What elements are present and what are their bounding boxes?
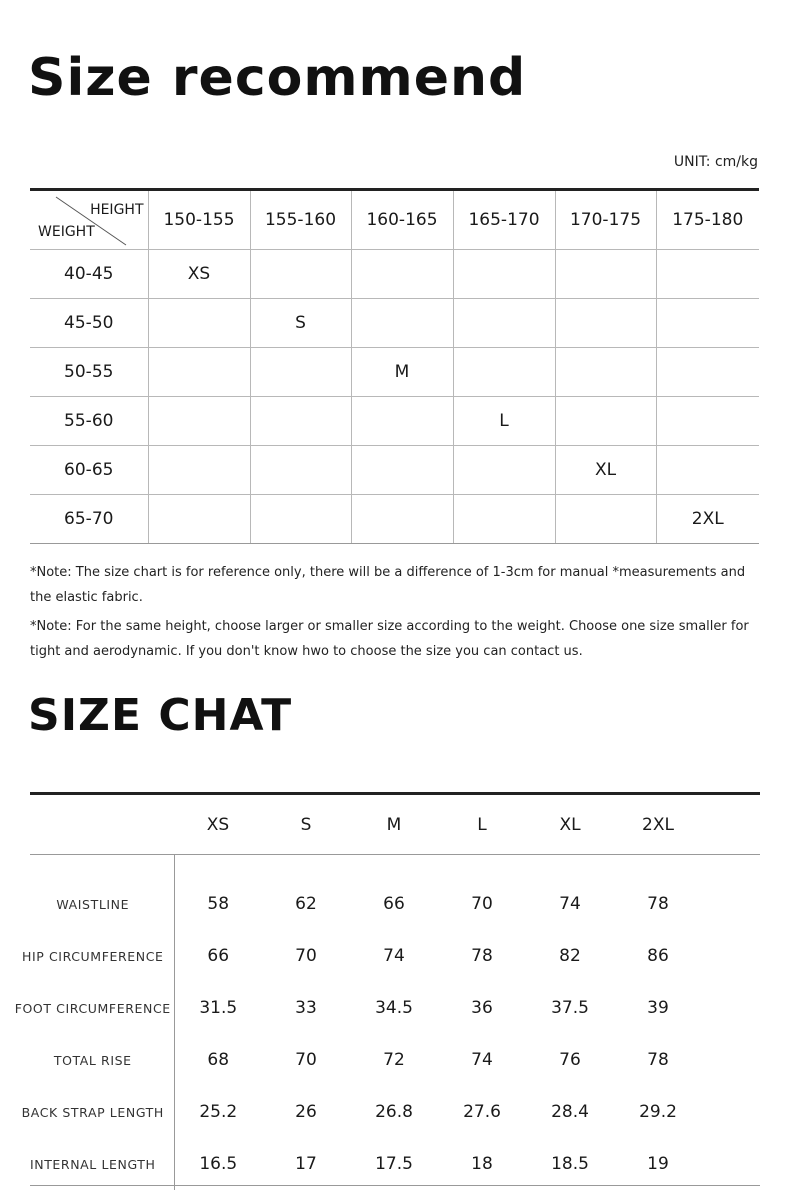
diagonal-divider: [30, 191, 148, 249]
measurement-value: 78: [647, 1050, 669, 1070]
height-range-header: 175-180: [656, 190, 759, 250]
size-cell: [555, 495, 656, 544]
measurement-label: FOOT CIRCUMFERENCE: [12, 982, 174, 1034]
size-cell: [656, 397, 759, 446]
measurement-value: 39: [647, 998, 669, 1018]
measurement-value: 78: [471, 946, 493, 966]
size-cell: [148, 348, 250, 397]
measurement-value: 19: [647, 1154, 669, 1174]
weight-range-cell: 50-55: [30, 348, 148, 397]
measurement-value: 76: [559, 1050, 581, 1070]
measurement-value: 78: [647, 894, 669, 914]
size-cell: [250, 495, 351, 544]
note-choose-size: *Note: For the same height, choose larger or smaller size according to the weight. Choose one size smaller for tight and aerodynamic. If you don't know hwo to choose the size you can contact us.: [30, 619, 749, 659]
size-cell: [656, 250, 759, 299]
size-cell: [351, 299, 453, 348]
weight-range-cell: 65-70: [30, 495, 148, 544]
size-header: L: [477, 814, 487, 835]
weight-range-cell: 40-45: [30, 250, 148, 299]
size-cell: 2XL: [656, 495, 759, 544]
measurement-label: INTERNAL LENGTH: [12, 1138, 174, 1190]
size-cell: [351, 397, 453, 446]
measurement-value: 74: [559, 894, 581, 914]
size-cell: [453, 495, 555, 544]
size-cell: [250, 446, 351, 495]
measurement-value: 66: [383, 894, 405, 914]
measurement-value: 18: [471, 1154, 493, 1174]
measurement-value: 37.5: [551, 998, 589, 1018]
table-row: [30, 446, 759, 495]
size-cell: [351, 446, 453, 495]
measurement-value: 17.5: [375, 1154, 413, 1174]
measurement-value: 18.5: [551, 1154, 589, 1174]
unit-label: UNIT: cm/kg: [673, 154, 758, 170]
weight-range-cell: 45-50: [30, 299, 148, 348]
measurement-value: 36: [471, 998, 493, 1018]
size-cell: [453, 299, 555, 348]
table-row: [12, 982, 760, 1034]
height-range-header: 165-170: [453, 190, 555, 250]
size-cell: [555, 299, 656, 348]
measurement-value: 62: [295, 894, 317, 914]
size-header: XL: [559, 814, 581, 835]
measurement-value: 33: [295, 998, 317, 1018]
size-cell: [250, 250, 351, 299]
measurement-label: WAISTLINE: [12, 854, 174, 930]
size-cell: [656, 348, 759, 397]
measurement-value: 82: [559, 946, 581, 966]
size-cell: [453, 348, 555, 397]
measurement-value: 70: [295, 946, 317, 966]
measurement-value: 72: [383, 1050, 405, 1070]
measurement-label: TOTAL RISE: [12, 1034, 174, 1086]
weight-range-cell: 55-60: [30, 397, 148, 446]
table-row: [12, 1034, 760, 1086]
measurement-value: 26: [295, 1102, 317, 1122]
measurement-value: 31.5: [199, 998, 238, 1018]
table-row: [12, 1138, 760, 1190]
size-header: 2XL: [642, 814, 674, 835]
measurement-value: 66: [207, 946, 230, 966]
size-cell: [148, 446, 250, 495]
size-cell: [555, 348, 656, 397]
size-header: M: [386, 814, 402, 835]
size-cell: [351, 250, 453, 299]
measurement-value: 26.8: [375, 1102, 413, 1122]
note-reference: *Note: The size chart is for reference only, there will be a difference of 1-3cm for manual *measurements and the elastic fabric.: [30, 565, 746, 605]
height-range-header: 160-165: [351, 190, 453, 250]
height-range-header: 155-160: [250, 190, 351, 250]
size-header: S: [300, 814, 312, 835]
size-header: XS: [206, 814, 230, 835]
weight-range-cell: 60-65: [30, 446, 148, 495]
size-cell: L: [453, 397, 555, 446]
size-cell: [148, 299, 250, 348]
size-cell: [656, 299, 759, 348]
height-axis-label: HEIGHT: [90, 202, 144, 218]
table-bottom-rule: [30, 1185, 760, 1186]
size-cell: XS: [148, 250, 250, 299]
table-header-row: [12, 795, 760, 854]
measurement-value: 86: [647, 946, 669, 966]
table-row: [30, 397, 759, 446]
size-cell: [453, 446, 555, 495]
size-cell: [453, 250, 555, 299]
size-cell: [148, 397, 250, 446]
measurement-value: 29.2: [639, 1102, 677, 1122]
table-row: [30, 348, 759, 397]
measurement-value: 74: [471, 1050, 493, 1070]
size-cell: S: [250, 299, 351, 348]
corner-cell: [30, 190, 148, 250]
size-cell: [555, 250, 656, 299]
size-cell: XL: [555, 446, 656, 495]
size-cell: [250, 397, 351, 446]
height-range-header: 170-175: [555, 190, 656, 250]
size-cell: [148, 495, 250, 544]
size-cell: M: [351, 348, 453, 397]
weight-axis-label: WEIGHT: [38, 224, 95, 240]
measurement-value: 17: [295, 1154, 317, 1174]
measurement-value: 74: [383, 946, 405, 966]
measurement-value: 16.5: [199, 1154, 238, 1174]
measurement-value: 70: [295, 1050, 317, 1070]
size-cell: [656, 446, 759, 495]
height-range-header: 150-155: [148, 190, 250, 250]
size-cell: [250, 348, 351, 397]
size-chart-title: SIZE CHAT: [28, 690, 293, 741]
measurement-label: HIP CIRCUMFERENCE: [12, 930, 174, 982]
page-title: Size recommend: [28, 48, 527, 108]
table-row: [12, 854, 760, 930]
size-chart-table: [12, 795, 760, 1190]
measurement-value: 27.6: [463, 1102, 501, 1122]
measurement-value: 70: [471, 894, 493, 914]
table-row: [30, 250, 759, 299]
measurement-value: 58: [207, 894, 230, 914]
table-row: [12, 1086, 760, 1138]
measurement-value: 68: [207, 1050, 230, 1070]
measurement-value: 34.5: [375, 998, 413, 1018]
size-cell: [555, 397, 656, 446]
measurement-value: 28.4: [551, 1102, 589, 1122]
size-recommend-table: [30, 188, 759, 544]
size-cell: [351, 495, 453, 544]
table-row: [12, 930, 760, 982]
table-header-row: [30, 190, 759, 250]
table-row: [30, 495, 759, 544]
measurement-label: BACK STRAP LENGTH: [12, 1086, 174, 1138]
measurement-value: 25.2: [199, 1102, 238, 1122]
table-row: [30, 299, 759, 348]
